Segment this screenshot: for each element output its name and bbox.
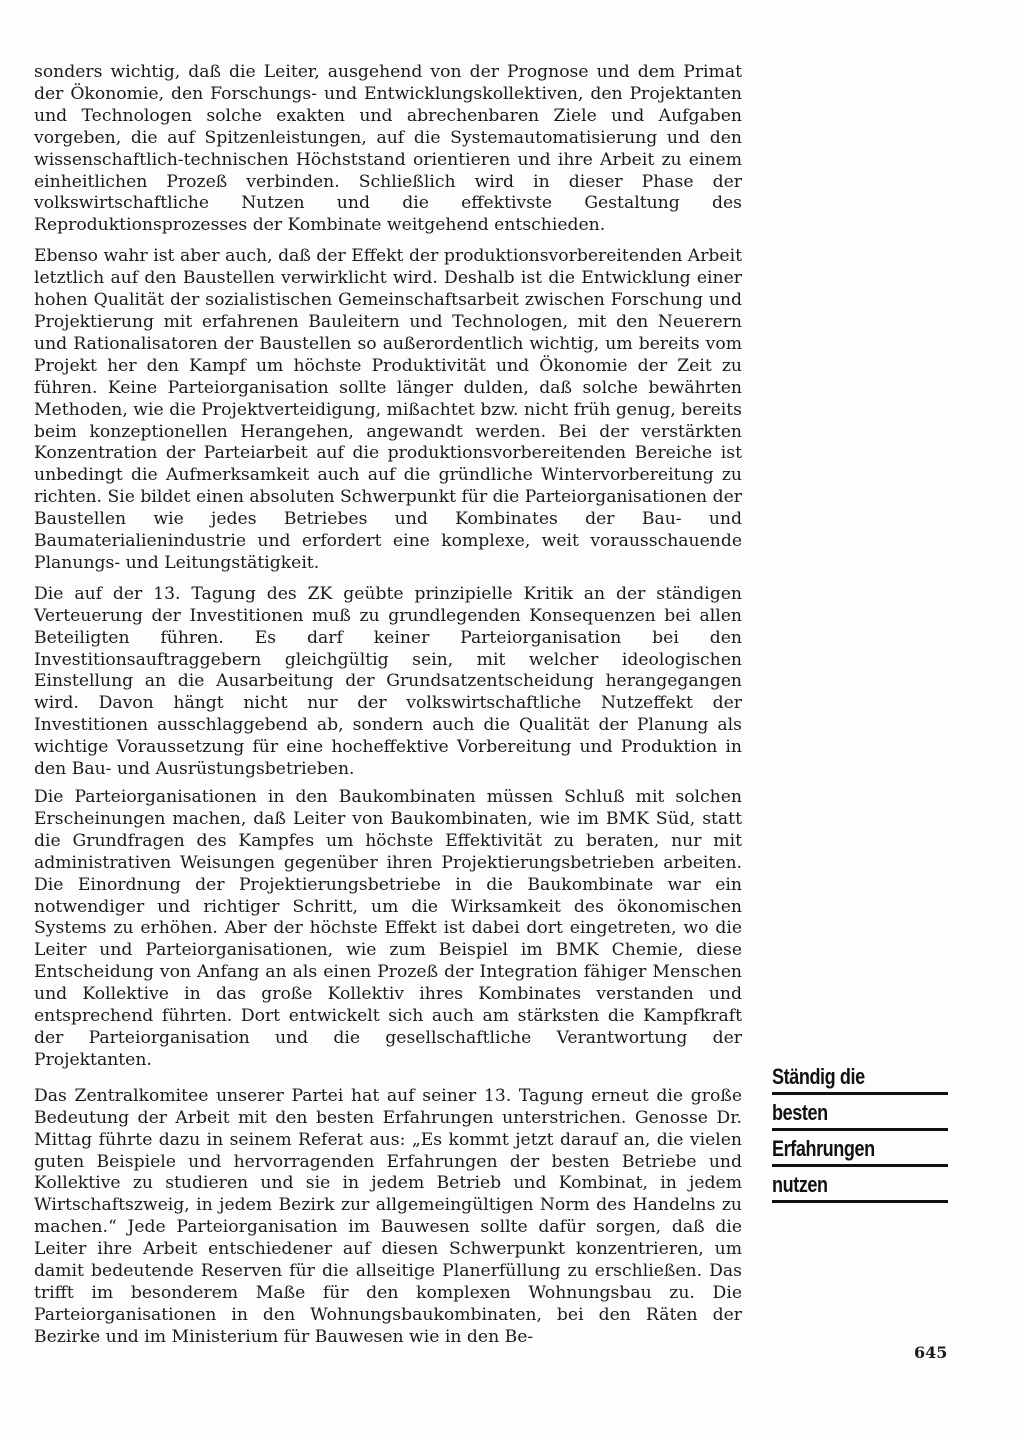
- paragraph-3: Die auf der 13. Tagung des ZK geübte prinzipielle Kritik an der ständigen Verteuerung der Investitionen muß zu grundlegenden Konsequenzen bei allen Beteiligten führen. Es darf keiner Parteiorganisation bei den Investitionsauftraggebern gleichgültig sein, mit welcher ideologischen Einstellung an die Ausarbeitung der Grundsatzentscheidung herangegangen wird. Davon hängt nicht nur der volkswirtschaftliche Nutzeffekt der Investitionen ausschlaggebend ab, sondern auch die Qualität der Planung als wichtige Voraussetzung für eine hocheffektive Vorbereitung und Produktion in den Bau- und Ausrüstungsbetrieben.: [34, 583, 742, 780]
- paragraph-2: Ebenso wahr ist aber auch, daß der Effekt der produktionsvorbereitenden Arbeit letztlich auf den Baustellen verwirklicht wird. Deshalb ist die Entwicklung einer hohen Qualität der sozialistischen Gemeinschaftsarbeit zwischen Forschung und Projektierung mit erfahrenen Bauleitern und Technologen, mit den Neuerern und Rationalisatoren der Baustellen so außerordentlich wichtig, um bereits vom Projekt her den Kampf um höchste Produktivität und Ökonomie der Zeit zu führen. Keine Parteiorganisation sollte länger dulden, daß solche bewährten Methoden, wie die Projektverteidigung, mißachtet bzw. nicht früh genug, bereits beim konzeptionellen Herangehen, angewandt werden. Bei der verstärkten Konzentration der Parteiarbeit auf die produktionsvorbereitenden Bereiche ist unbedingt die Aufmerksamkeit auch auf die gründliche Wintervorbereitung zu richten. Sie bildet einen absoluten Schwerpunkt für die Parteiorganisationen der Baustellen wie jedes Betriebes und Kombinates der Bau- und Baumaterialienindustrie und erfordert eine komplexe, weit vorausschauende Planungs- und Leitungstätigkeit.: [34, 246, 742, 573]
- margin-heading-line-2: besten: [772, 1100, 828, 1125]
- paragraph-1: sonders wichtig, daß die Leiter, ausgehend von der Prognose und dem Primat der Ökonomie, den Forschungs- und Entwicklungskollektiven, den Projektanten und Technologen solche exakten und abrechenbaren Ziele und Aufgaben vorgeben, die auf Spitzenleistungen, auf die Systemautomatisierung und den wissenschaftlich-technischen Höchststand orientieren und ihre Arbeit zu einem einheitlichen Prozeß verbinden. Schließlich wird in dieser Phase der volkswirtschaftliche Nutzen und die effektivste Gestaltung des Reproduktionsprozesses der Kombinate weitgehend entschieden.: [34, 62, 742, 236]
- main-text-column: [34, 62, 742, 1349]
- margin-heading-line-4: nutzen: [772, 1172, 828, 1197]
- paragraph-4: Die Parteiorganisationen in den Baukombinaten müssen Schluß mit solchen Erscheinungen machen, daß Leiter von Baukombinaten, wie im BMK Süd, statt die Grundfragen des Kampfes um höchste Effektivität zu beraten, nur mit administrativen Weisungen gegenüber ihren Projektierungsbetrieben arbeiten. Die Einordnung der Projektierungsbetriebe in die Baukombinate war ein notwendiger und richtiger Schritt, um die Wirksamkeit des ökonomischen Systems zu erhöhen. Aber der höchste Effekt ist dabei dort eingetreten, wo die Leiter und Parteiorganisationen, wie zum Beispiel im BMK Chemie, diese Entscheidung von Anfang an als einen Prozeß der Integration fähiger Menschen und Kollektive in das große Kollektiv ihres Kombinates verstanden und entsprechend führten. Dort entwickelt sich auch am stärksten die Kampfkraft der Parteiorganisation und die gesellschaftliche Verantwortung der Projektanten.: [34, 787, 742, 1070]
- margin-heading-line-1: Ständig die: [772, 1064, 865, 1089]
- margin-heading-rule-4: [772, 1200, 948, 1203]
- paragraph-5: Das Zentralkomitee unserer Partei hat auf seiner 13. Tagung erneut die große Bedeutung der Arbeit mit den besten Erfahrungen unterstrichen. Genosse Dr. Mittag führte dazu in seinem Referat aus: „Es kommt jetzt darauf an, die vielen guten Beispiele und hervorragenden Erfahrungen der besten Betriebe und Kollektive zu studieren und sie in jedem Betrieb und Kombinat, in jedem Wirtschaftszweig, in jedem Bezirk zur allgemeingültigen Norm des Handelns zu machen.“ Jede Parteiorganisation im Bauwesen sollte dafür sorgen, daß die Leiter ihre Arbeit entschiedener auf diesen Schwerpunkt konzentrieren, um damit bedeutende Reserven für die allseitige Planerfüllung zu erschließen. Das trifft im besonderem Maße für den komplexen Wohnungsbau zu. Die Parteiorganisationen in den Wohnungsbaukombinaten, bei den Räten der Bezirke und im Ministerium für Bauwesen wie in den Be-: [34, 1085, 742, 1347]
- page-number: 645: [914, 1343, 948, 1362]
- margin-heading-rule-2: [772, 1128, 948, 1131]
- margin-heading-rule-3: [772, 1164, 948, 1167]
- margin-heading-line-3: Erfahrungen: [772, 1136, 875, 1161]
- margin-heading-rule-1: [772, 1092, 948, 1095]
- margin-heading: [772, 1064, 948, 1208]
